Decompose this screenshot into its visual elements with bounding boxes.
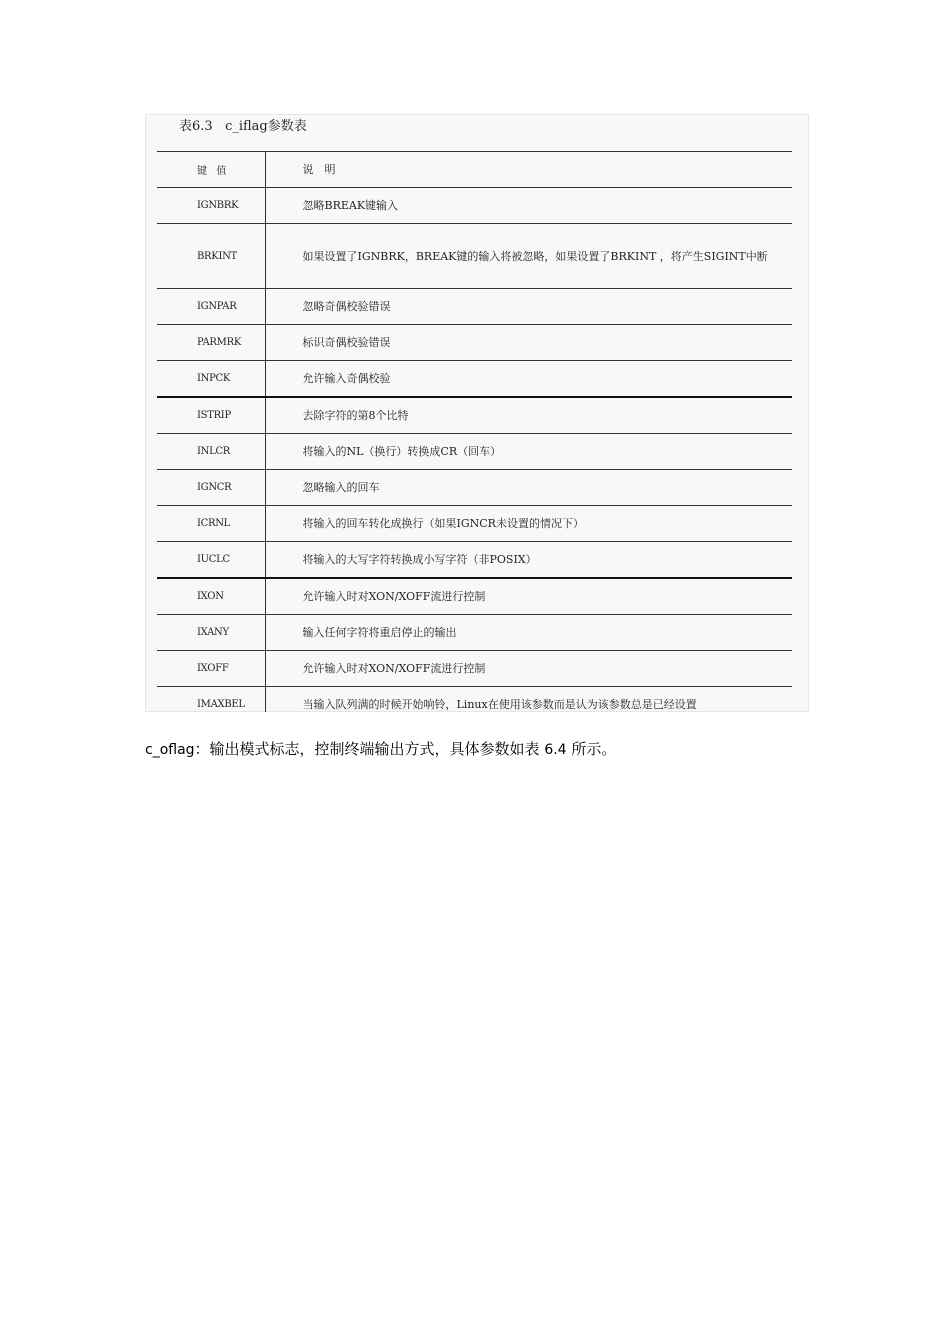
table-row: [157, 470, 792, 506]
table-row: [157, 188, 792, 224]
row-desc: 允许输入时对XON/XOFF流进行控制: [265, 578, 792, 615]
table-row: [157, 397, 792, 434]
row-key: INPCK: [157, 361, 265, 398]
table-header-row: [157, 152, 792, 188]
row-key: INLCR: [157, 434, 265, 470]
table-row: [157, 578, 792, 615]
row-key: IUCLC: [157, 542, 265, 579]
body-text-end: 所示。: [566, 740, 617, 758]
row-desc: 将输入的NL（换行）转换成CR（回车）: [265, 434, 792, 470]
table-row: [157, 506, 792, 542]
row-desc: 允许输入时对XON/XOFF流进行控制: [265, 651, 792, 687]
table-row: [157, 687, 792, 713]
table-row: [157, 615, 792, 651]
table-row: [157, 542, 792, 579]
table-reference: 6.4: [544, 742, 567, 758]
table-row: [157, 434, 792, 470]
row-desc: 输入任何字符将重启停止的输出: [265, 615, 792, 651]
row-key: IGNPAR: [157, 289, 265, 325]
row-key: ISTRIP: [157, 397, 265, 434]
row-desc: 忽略BREAK键输入: [265, 188, 792, 224]
table-row: [157, 224, 792, 289]
row-key: IMAXBEL: [157, 687, 265, 713]
column-header-key: 键 值: [157, 152, 265, 188]
row-key: IXOFF: [157, 651, 265, 687]
row-key: IXANY: [157, 615, 265, 651]
row-desc: 如果设置了IGNBRK，BREAK键的输入将被忽略，如果设置了BRKINT ，将产生SIGINT中断: [265, 224, 792, 289]
row-key: ICRNL: [157, 506, 265, 542]
row-desc: 允许输入奇偶校验: [265, 361, 792, 398]
table-caption: 表6.3 c_iflag参数表: [179, 119, 307, 134]
table-row: [157, 289, 792, 325]
body-text: ：输出模式标志，控制终端输出方式，具体参数如表: [194, 740, 545, 758]
row-desc: 忽略奇偶校验错误: [265, 289, 792, 325]
row-desc: 将输入的大写字符转换成小写字符（非POSIX）: [265, 542, 792, 579]
row-key: IGNBRK: [157, 188, 265, 224]
row-key: IXON: [157, 578, 265, 615]
table-row: [157, 651, 792, 687]
row-desc: 标识奇偶校验错误: [265, 325, 792, 361]
term-c-oflag: c_oflag: [145, 742, 195, 758]
table-row: [157, 361, 792, 398]
table-figure: [145, 114, 809, 712]
row-desc: 忽略输入的回车: [265, 470, 792, 506]
row-desc: 将输入的回车转化成换行（如果IGNCR未设置的情况下）: [265, 506, 792, 542]
row-desc: 当输入队列满的时候开始响铃，Linux在使用该参数而是认为该参数总是已经设置: [302, 698, 697, 711]
column-header-desc: 说 明: [265, 152, 792, 188]
body-paragraph: [145, 738, 616, 761]
row-key: IGNCR: [157, 470, 265, 506]
table-row: [157, 325, 792, 361]
row-desc: 去除字符的第8个比特: [265, 397, 792, 434]
c-iflag-table: [157, 151, 792, 712]
row-key: BRKINT: [157, 224, 265, 289]
row-key: PARMRK: [157, 325, 265, 361]
